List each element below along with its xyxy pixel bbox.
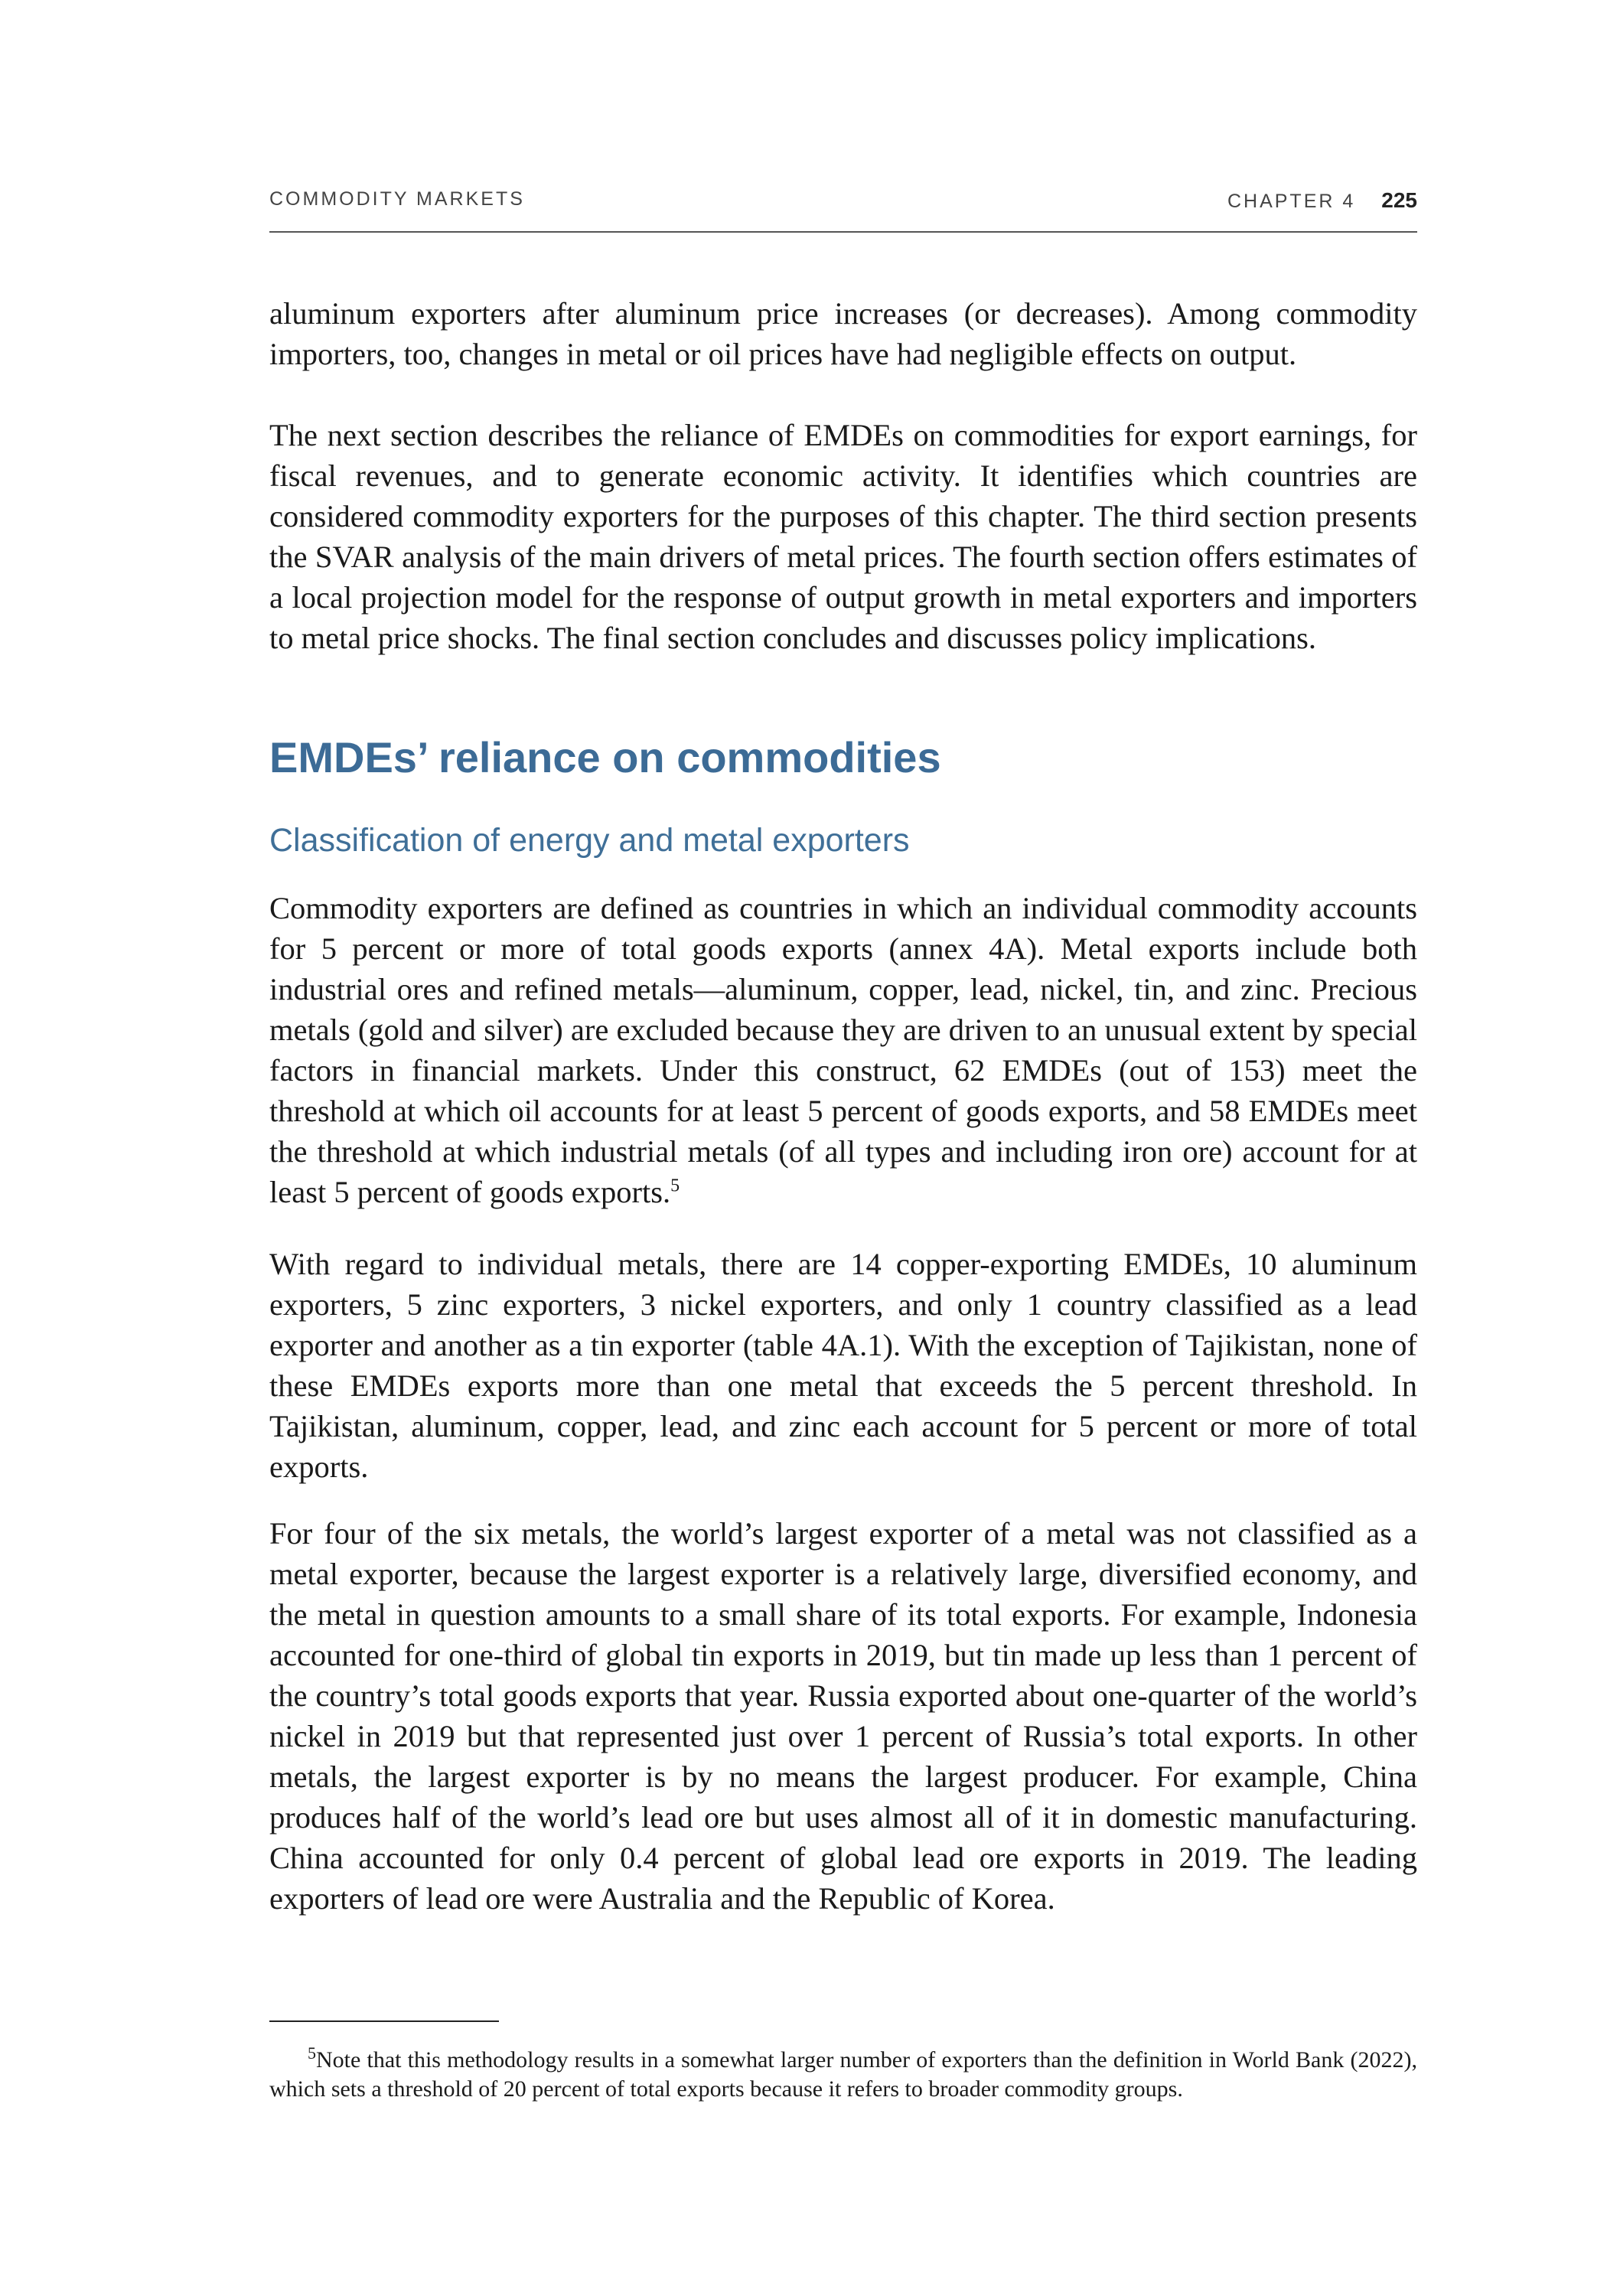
footnote: [269, 2043, 1417, 2104]
running-header: [269, 182, 1417, 217]
section-heading: EMDEs’ reliance on commodities: [269, 733, 941, 781]
chapter-label: CHAPTER 4: [1227, 191, 1356, 212]
paragraph-4: With regard to individual metals, there are 14 copper-exporting EMDEs, 10 aluminum exporters, 5 zinc exporters, 3 nickel exporters, and only 1 country classified as a lead exporter and another as a tin exporter (table 4A.1). With the exception of Tajikistan, none of these EMDEs exports more than one metal that exceeds the 5 percent threshold. In Tajikistan, aluminum, copper, lead, and zinc each account for 5 percent or more of total exports.: [269, 1247, 1417, 1484]
subsection-heading: Classification of energy and metal exporters: [269, 822, 910, 859]
paragraph-2: The next section describes the reliance of EMDEs on commodities for export earnings, for fiscal revenues, and to generate economic activity. It identifies which countries are considered commodity exporters for the purposes of this chapter. The third section presents the SVAR analysis of the main drivers of metal prices. The fourth section offers estimates of a local projection model for the response of output growth in metal exporters and importers to metal price shocks. The final section concludes and discusses policy implications.: [269, 418, 1417, 655]
header-right: [1227, 188, 1417, 213]
header-rule: [269, 231, 1417, 233]
footnote-reference[interactable]: 5: [670, 1176, 680, 1196]
paragraph-3: [269, 888, 1417, 1212]
running-title: COMMODITY MARKETS: [269, 188, 525, 210]
paragraph-3-text: Commodity exporters are defined as countries in which an individual commodity accounts for 5 percent or more of total goods exports (annex 4A). Metal exports include both industrial ores and refined metals—aluminum, copper, lead, nickel, tin, and zinc. Precious metals (gold and silver) are excluded because they are driven to an unusual extent by special factors in financial markets. Under this construct, 62 EMDEs (out of 153) meet the threshold at which oil accounts for at least 5 percent of goods exports, and 58 EMDEs meet the threshold at which industrial metals (of all types and including iron ore) account for at least 5 percent of goods exports.: [269, 891, 1417, 1209]
footnote-marker: 5: [308, 2043, 316, 2063]
paragraph-1: aluminum exporters after aluminum price increases (or decreases). Among commodity importers, too, changes in metal or oil prices have had negligible effects on output.: [269, 296, 1417, 371]
page-number: 225: [1381, 188, 1417, 212]
footnote-rule: [269, 2020, 499, 2022]
footnote-text: Note that this methodology results in a somewhat larger number of exporters than the definition in World Bank (2022), which sets a threshold of 20 percent of total exports because it refers to broader commodity groups.: [269, 2047, 1417, 2102]
paragraph-5: For four of the six metals, the world’s largest exporter of a metal was not classified as a metal exporter, because the largest exporter is a relatively large, diversified economy, and the metal in question amounts to a small share of its total exports. For example, Indonesia accounted for one-third of global tin exports in 2019, but tin made up less than 1 percent of the country’s total goods exports that year. Russia exported about one-quarter of the world’s nickel in 2019 but that represented just over 1 percent of Russia’s total exports. In other metals, the largest exporter is by no means the largest producer. For example, China produces half of the world’s lead ore but uses almost all of it in domestic manufacturing. China accounted for only 0.4 percent of global lead ore exports in 2019. The leading exporters of lead ore were Australia and the Republic of Korea.: [269, 1516, 1417, 1916]
